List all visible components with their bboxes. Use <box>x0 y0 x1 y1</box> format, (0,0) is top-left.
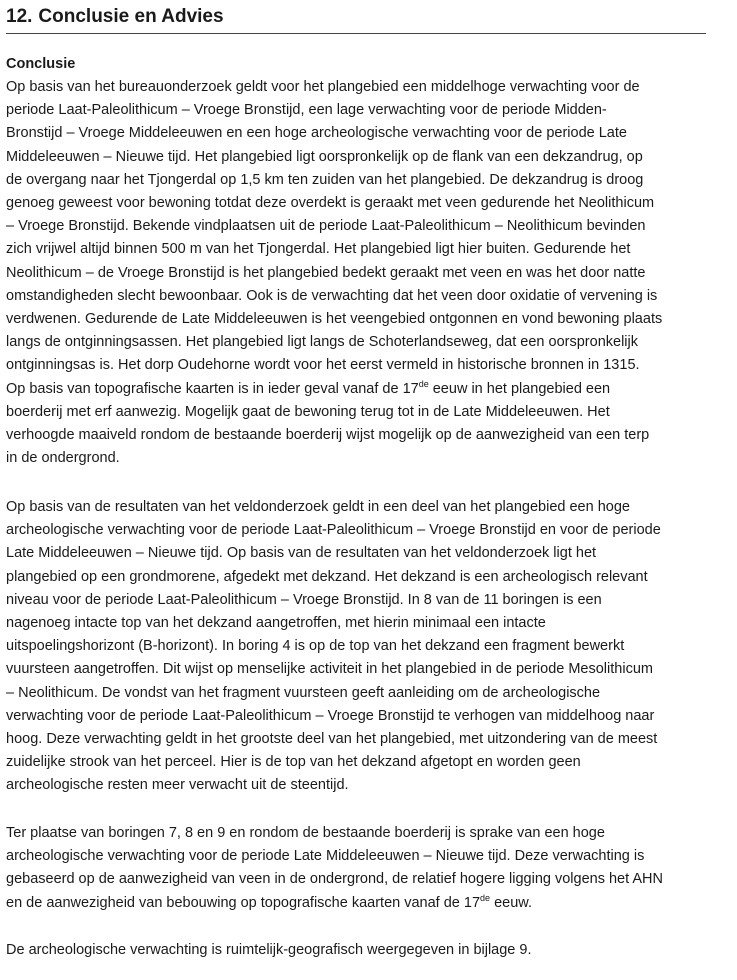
superscript: de <box>418 378 429 389</box>
text-line: Middeleeuwen – Nieuwe tijd. Het plangebied ligt oorspronkelijk op de flank van een dekzandrug, op <box>6 148 643 165</box>
text-line: verwachting voor de periode Laat-Paleolithicum – Vroege Bronstijd te verhogen van middelhoog naar <box>6 707 655 724</box>
text-line: Bronstijd – Vroege Middeleeuwen en een hoge archeologische verwachting voor de periode Late <box>6 125 627 142</box>
text-line: verhoogde maaiveld rondom de bestaande boerderij wijst mogelijk op de aanwezigheid van een terp <box>6 427 650 444</box>
text-line: archeologische verwachting voor de periode Late Middeleeuwen – Nieuwe tijd. Deze verwachting is <box>6 848 645 865</box>
text-line: – Vroege Bronstijd. Bekende vindplaatsen uit de periode Laat-Paleolithicum – Neolithicum bevinden <box>6 218 646 235</box>
text-line: uitspoelingshorizont (B-horizont). In boring 4 is op de top van het dekzand een fragment bewerkt <box>6 638 625 655</box>
paragraph-1 <box>6 76 706 470</box>
text-fragment: Op basis van topografische kaarten is in ieder geval vanaf de 17 <box>6 380 419 397</box>
text-line: omstandigheden slecht bewoonbaar. Ook is de verwachting dat het veen door oxidatie of vervening is <box>6 287 658 304</box>
text-line: zich vrijwel altijd binnen 500 m van het Tjongerdal. Het plangebied ligt hier buiten. Gedurende het <box>6 241 631 258</box>
chapter-heading <box>6 5 706 34</box>
paragraph-2 <box>6 496 706 798</box>
text-line: Neolithicum – de Vroege Bronstijd is het plangebied bedekt geraakt met veen en was het door natte <box>6 264 646 281</box>
text-fragment: eeuw in het plangebied een <box>428 380 611 397</box>
text-line: – Neolithicum. De vondst van het fragment vuursteen geeft aanleiding om de archeologische <box>6 684 601 701</box>
paragraph-3 <box>6 822 706 915</box>
text-line-with-superscript <box>6 378 706 401</box>
text-line: ontginningsas is. Het dorp Oudehorne wordt voor het eerst vermeld in historische bronnen in 1315. <box>6 357 640 374</box>
text-line: Late Middeleeuwen – Nieuwe tijd. Op basis van de resultaten van het veldonderzoek ligt het <box>6 545 597 562</box>
superscript: de <box>480 892 491 903</box>
text-line: genoeg geweest voor bewoning totdat deze overdekt is geraakt met veen gedurende het Neolithicum <box>6 195 655 212</box>
text-line: periode Laat-Paleolithicum – Vroege Bronstijd, een lage verwachting voor de periode Midden- <box>6 102 607 119</box>
text-line: verdwenen. Gedurende de Late Middeleeuwen is het veengebied ontgonnen en vond bewoning plaats <box>6 311 663 328</box>
text-line: in de ondergrond. <box>6 450 120 467</box>
text-line: gebaseerd op de aanwezigheid van veen in de ondergrond, de relatief hogere ligging volgens het AHN <box>6 871 663 888</box>
text-line: plangebied op een grondmorene, afgedekt met dekzand. Het dekzand is een archeologisch relevant <box>6 568 648 585</box>
text-line: langs de ontginningsassen. Het plangebied ligt langs de Schoterlandseweg, dat een oorspronkelijk <box>6 334 638 351</box>
paragraph-4 <box>6 939 706 962</box>
text-line: boerderij met erf aanwezig. Mogelijk gaat de bewoning terug tot in de Late Middeleeuwen. Het <box>6 403 610 420</box>
section-label: Conclusie <box>6 56 76 72</box>
text-line-with-superscript <box>6 892 706 915</box>
text-line: archeologische verwachting voor de periode Laat-Paleolithicum – Vroege Bronstijd en voor de periode <box>6 522 661 539</box>
text-line: Op basis van de resultaten van het veldonderzoek geldt in een deel van het plangebied een hoge <box>6 499 630 515</box>
text-line: archeologische resten meer verwacht uit de steentijd. <box>6 777 349 794</box>
text-fragment: eeuw. <box>490 894 532 911</box>
text-line: hoog. Deze verwachting geldt in het grootste deel van het plangebied, met uitzondering van de meest <box>6 731 658 748</box>
text-line: de overgang naar het Tjongerdal op 1,5 km ten zuiden van het plangebied. De dekzandrug is droog <box>6 171 644 188</box>
text-line: nagenoeg intacte top van het dekzand aangetroffen, met hierin minimaal een intacte <box>6 615 546 632</box>
text-line: zuidelijke strook van het perceel. Hier is de top van het dekzand afgetopt en worden geen <box>6 754 581 771</box>
text-line: De archeologische verwachting is ruimtelijk-geografisch weergegeven in bijlage 9. <box>6 942 532 958</box>
text-line: Ter plaatse van boringen 7, 8 en 9 en rondom de bestaande boerderij is sprake van een hoge <box>6 825 605 841</box>
text-line: niveau voor de periode Laat-Paleolithicum – Vroege Bronstijd. In 8 van de 11 boringen is een <box>6 591 602 608</box>
chapter-title: Conclusie en Advies <box>38 6 224 27</box>
text-fragment: en de aanwezigheid van bebouwing op topografische kaarten vanaf de 17 <box>6 894 481 911</box>
chapter-number: 12. <box>6 6 33 27</box>
text-line: Op basis van het bureauonderzoek geldt voor het plangebied een middelhoge verwachting voor de <box>6 79 640 95</box>
text-line: vuursteen aangetroffen. Dit wijst op menselijke activiteit in het plangebied in de periode Mesolithicum <box>6 661 653 678</box>
